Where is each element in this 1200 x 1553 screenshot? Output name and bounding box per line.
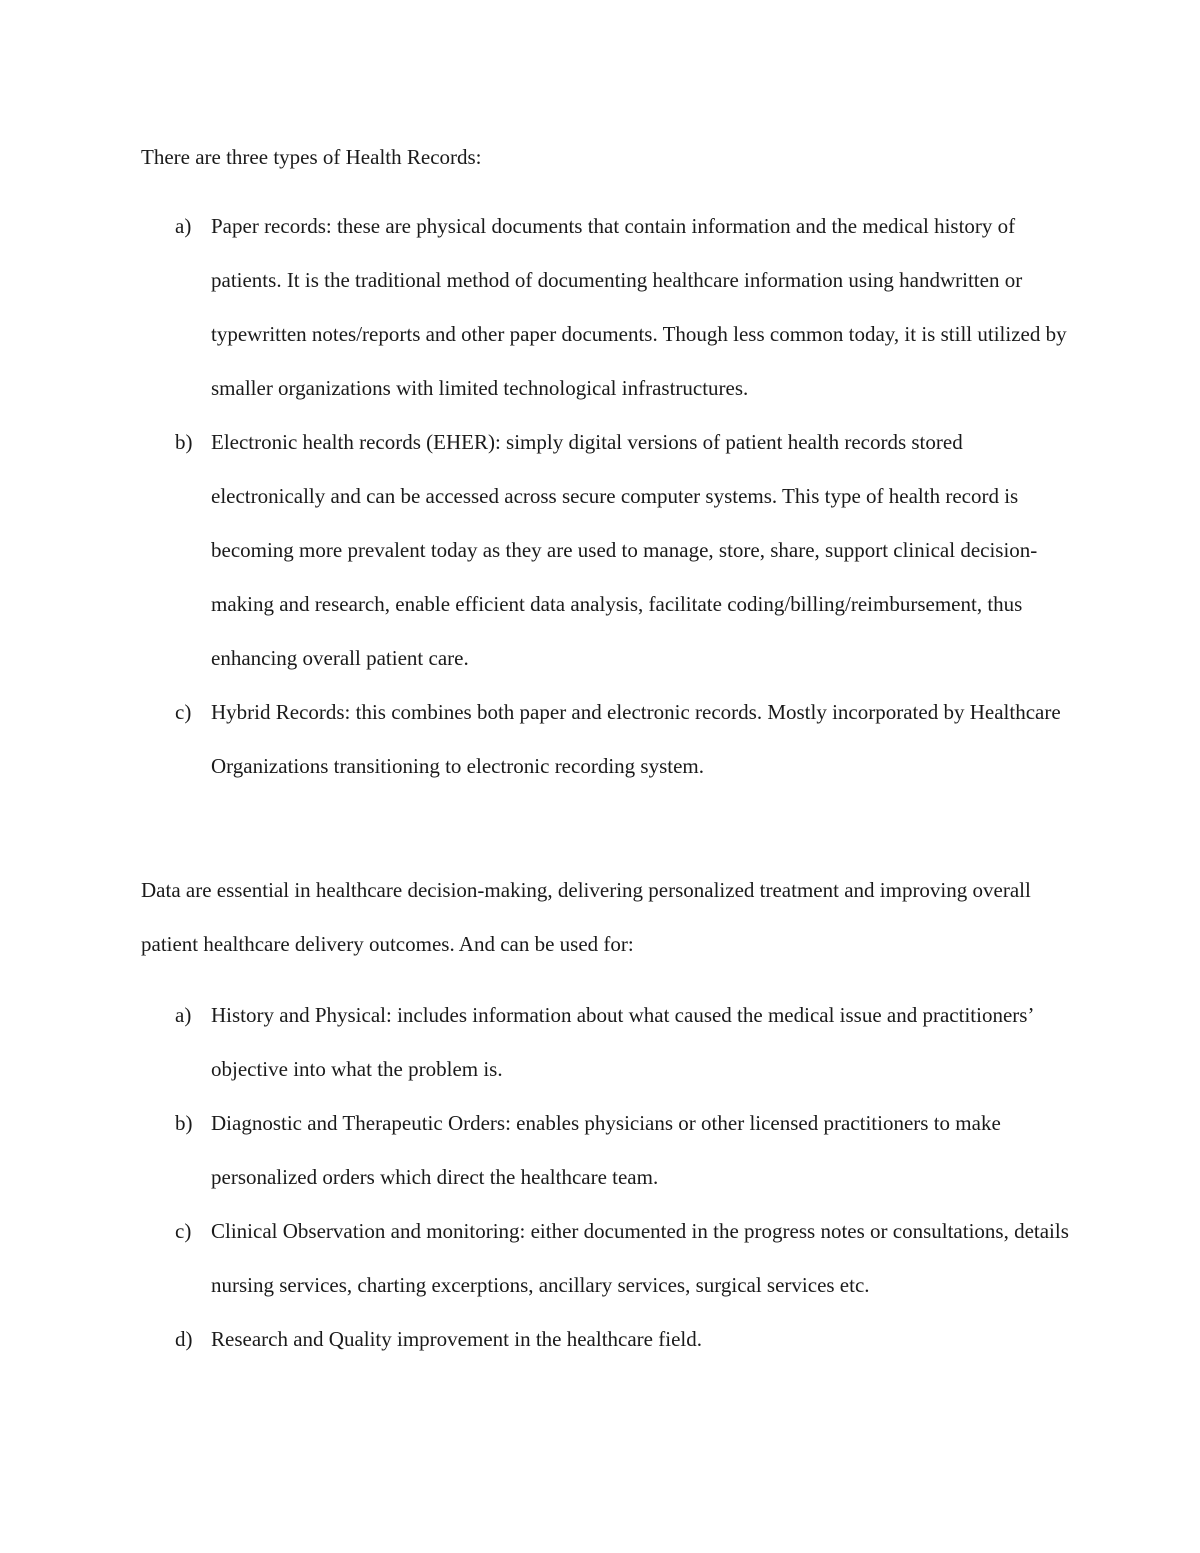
list-marker: c) [175,700,192,724]
list-item [0,988,1071,1096]
list-item-text: Diagnostic and Therapeutic Orders: enables physicians or other licensed practitioners to make personalized orders which direct the healthcare team. [211,1111,1001,1189]
list-marker: b) [175,430,193,454]
list-marker: d) [175,1327,193,1351]
list-item-text: History and Physical: includes information about what caused the medical issue and practitioners’ objective into what the problem is. [211,1003,1033,1081]
list-item [0,199,1071,415]
list-item-text: Research and Quality improvement in the healthcare field. [211,1327,702,1351]
health-record-types-list [0,199,1071,793]
list-item [0,415,1071,685]
list-item-text: Hybrid Records: this combines both paper and electronic records. Mostly incorporated by Healthcare Organizations transitioning to electronic recording system. [211,700,1061,778]
list-marker: c) [175,1219,192,1243]
list-item [0,1204,1071,1312]
list-item [0,1312,1071,1366]
section2-intro: Data are essential in healthcare decision-making, delivering personalized treatment and improving overall patient healthcare delivery outcomes. And can be used for: [141,878,1031,956]
list-item-text: Clinical Observation and monitoring: either documented in the progress notes or consultations, details nursing services, charting excerptions, ancillary services, surgical services etc. [211,1219,1069,1297]
list-marker: b) [175,1111,193,1135]
list-marker: a) [175,1003,192,1027]
list-item-text: Paper records: these are physical documents that contain information and the medical history of patients. It is the traditional method of documenting healthcare information using handwritten or typewritten notes/reports and other paper documents. Though less common today, it is still utilized by smaller organizations with limited technological infrastructures. [211,214,1067,400]
list-item [0,1096,1071,1204]
list-item [0,685,1071,793]
section1-intro: There are three types of Health Records: [141,145,482,169]
data-uses-list [0,988,1071,1366]
list-marker: a) [175,214,192,238]
list-item-text: Electronic health records (EHER): simply digital versions of patient health records stored electronically and can be accessed across secure computer systems. This type of health record is becoming more prevalent today as they are used to manage, store, share, support clinical decision-making and research, enable efficient data analysis, facilitate coding/billing/reimbursement, thus enhancing overall patient care. [211,430,1038,670]
